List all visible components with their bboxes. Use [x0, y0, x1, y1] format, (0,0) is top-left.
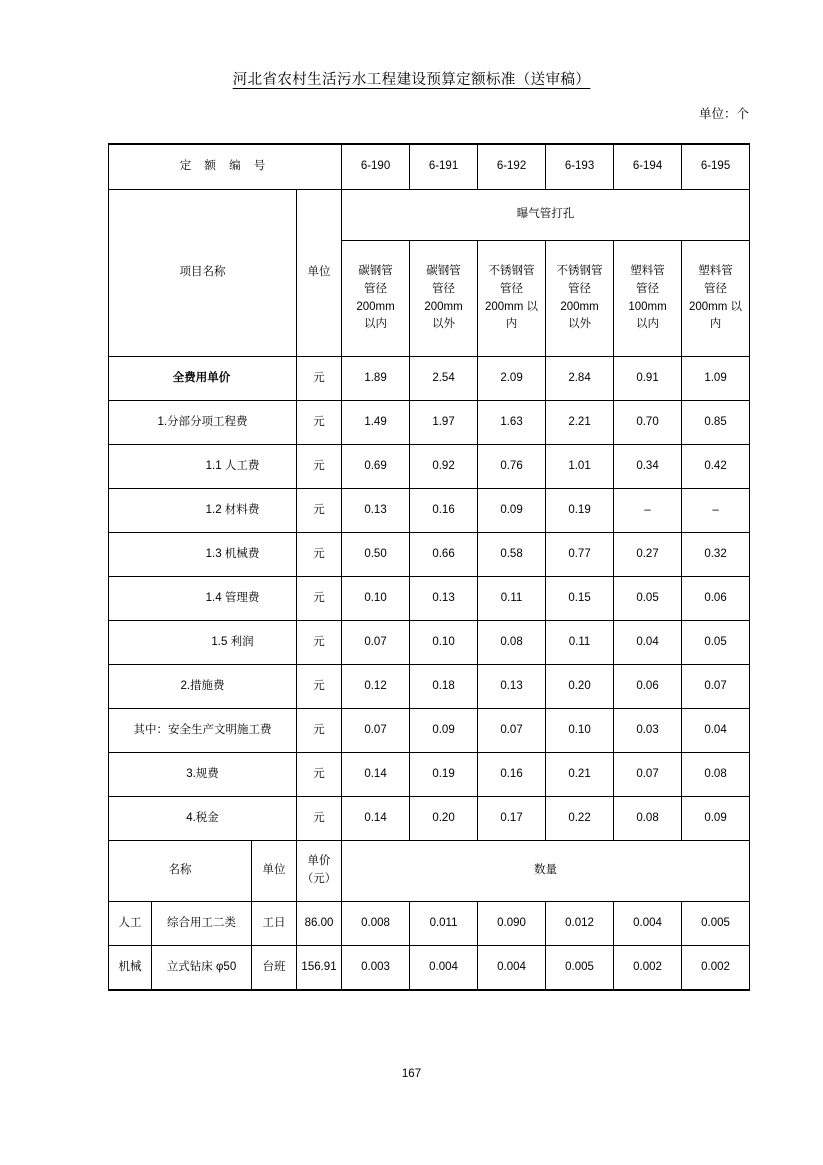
- row-value: 0.58: [478, 533, 546, 577]
- spec-header-cell: 不锈钢管 管径 200mm 以外: [546, 241, 614, 357]
- row-value: 0.27: [614, 533, 682, 577]
- resource-quantity-header: 数量: [342, 841, 750, 902]
- resource-quantity: 0.002: [682, 946, 750, 991]
- row-value: 0.12: [342, 665, 410, 709]
- resource-price-header: [297, 841, 342, 902]
- row-unit: 元: [297, 709, 342, 753]
- row-value: 0.07: [682, 665, 750, 709]
- row-value: 0.14: [342, 753, 410, 797]
- row-value: 0.19: [546, 489, 614, 533]
- resource-unit: 工日: [252, 902, 297, 946]
- resource-quantity: 0.004: [410, 946, 478, 991]
- row-value: 0.16: [478, 753, 546, 797]
- spec-header-cell: 碳钢管 管径 200mm 以外: [410, 241, 478, 357]
- row-unit: 元: [297, 445, 342, 489]
- row-value: 0.11: [478, 577, 546, 621]
- row-unit: 元: [297, 489, 342, 533]
- resource-quantity: 0.005: [682, 902, 750, 946]
- row-value: 1.97: [410, 401, 478, 445]
- row-value: 0.76: [478, 445, 546, 489]
- page-number: 167: [401, 1068, 422, 1080]
- row-unit: 元: [297, 577, 342, 621]
- row-value: 0.10: [410, 621, 478, 665]
- quota-code-cell: 6-190: [342, 144, 410, 190]
- row-value: 0.69: [342, 445, 410, 489]
- row-value: 0.14: [342, 797, 410, 841]
- row-value: 0.91: [614, 357, 682, 401]
- row-unit: 元: [297, 533, 342, 577]
- page-title-text: 河北省农村生活污水工程建设预算定额标准（送审稿）: [232, 72, 591, 88]
- resource-category: 人工: [109, 902, 152, 946]
- row-value: 0.66: [410, 533, 478, 577]
- resource-price: 86.00: [297, 902, 342, 946]
- row-value: 1.89: [342, 357, 410, 401]
- row-value: 2.21: [546, 401, 614, 445]
- row-value: 0.07: [614, 753, 682, 797]
- row-value: 0.20: [546, 665, 614, 709]
- resource-quantity: 0.004: [478, 946, 546, 991]
- table-row: [109, 533, 750, 577]
- page-title: [0, 68, 823, 89]
- row-value: 2.09: [478, 357, 546, 401]
- resource-price: 156.91: [297, 946, 342, 991]
- row-value: 0.09: [682, 797, 750, 841]
- resource-quantity: 0.008: [342, 902, 410, 946]
- resource-quantity: 0.011: [410, 902, 478, 946]
- resource-name: 综合用工二类: [152, 902, 252, 946]
- row-unit: 元: [297, 621, 342, 665]
- resource-price-header-line2: （元）: [301, 873, 337, 885]
- row-value: 0.50: [342, 533, 410, 577]
- resource-quantity: 0.012: [546, 902, 614, 946]
- resource-quantity: 0.002: [614, 946, 682, 991]
- quota-code-cell: 6-194: [614, 144, 682, 190]
- row-unit: 元: [297, 401, 342, 445]
- row-value: 0.13: [410, 577, 478, 621]
- row-value: 0.21: [546, 753, 614, 797]
- resource-name-header: 名称: [109, 841, 252, 902]
- row-value: 1.49: [342, 401, 410, 445]
- row-value: 0.06: [682, 577, 750, 621]
- row-value: 0.15: [546, 577, 614, 621]
- resource-row: [109, 946, 750, 991]
- row-value: 0.05: [614, 577, 682, 621]
- row-value: 0.03: [614, 709, 682, 753]
- spec-header-cell: 塑料管 管径 200mm 以内: [682, 241, 750, 357]
- quota-table-wrapper: [108, 143, 749, 991]
- row-value: 1.09: [682, 357, 750, 401]
- row-value: 1.01: [546, 445, 614, 489]
- table-row: [109, 401, 750, 445]
- quota-code-header: 定 额 编 号: [109, 144, 342, 190]
- row-value: 0.04: [614, 621, 682, 665]
- row-label: 全费用单价: [109, 357, 297, 401]
- row-value: 0.06: [614, 665, 682, 709]
- table-row: [109, 577, 750, 621]
- row-value: 0.04: [682, 709, 750, 753]
- row-label: 1.3 机械费: [109, 533, 297, 577]
- row-value: 0.08: [682, 753, 750, 797]
- table-row: [109, 753, 750, 797]
- table-row: [109, 445, 750, 489]
- spec-header-cell: 碳钢管 管径 200mm 以内: [342, 241, 410, 357]
- row-value: 0.09: [410, 709, 478, 753]
- resource-quantity: 0.003: [342, 946, 410, 991]
- resource-unit: 台班: [252, 946, 297, 991]
- spec-header-cell: 不锈钢管 管径 200mm 以内: [478, 241, 546, 357]
- table-row: [109, 621, 750, 665]
- row-value: 0.07: [342, 709, 410, 753]
- spec-header-cell: 塑料管 管径 100mm 以内: [614, 241, 682, 357]
- group-header: 曝气管打孔: [342, 190, 750, 241]
- row-value: 0.17: [478, 797, 546, 841]
- resource-unit-header: 单位: [252, 841, 297, 902]
- quota-code-cell: 6-192: [478, 144, 546, 190]
- row-value: 0.07: [478, 709, 546, 753]
- row-value: 0.16: [410, 489, 478, 533]
- table-row: [109, 357, 750, 401]
- row-label: 1.5 利润: [109, 621, 297, 665]
- quota-code-cell: 6-193: [546, 144, 614, 190]
- row-label: 3.规费: [109, 753, 297, 797]
- row-value: 0.19: [410, 753, 478, 797]
- quota-code-cell: 6-195: [682, 144, 750, 190]
- row-value: 0.70: [614, 401, 682, 445]
- row-value: 0.10: [342, 577, 410, 621]
- row-value: 0.42: [682, 445, 750, 489]
- quota-table: [108, 143, 750, 991]
- row-unit: 元: [297, 753, 342, 797]
- row-value: 0.18: [410, 665, 478, 709]
- resource-quantity: 0.005: [546, 946, 614, 991]
- table-row: [109, 797, 750, 841]
- resource-price-header-line1: 单价: [307, 855, 331, 868]
- row-value: 0.92: [410, 445, 478, 489]
- row-label: 其中：安全生产文明施工费: [109, 709, 297, 753]
- row-value: 0.07: [342, 621, 410, 665]
- resource-quantity: 0.004: [614, 902, 682, 946]
- cost-rows-body: [109, 357, 750, 841]
- row-value: 0.22: [546, 797, 614, 841]
- table-row: [109, 709, 750, 753]
- row-value: 0.13: [478, 665, 546, 709]
- row-label: 1.分部分项工程费: [109, 401, 297, 445]
- row-value: 1.63: [478, 401, 546, 445]
- item-name-header: 项目名称: [109, 190, 297, 357]
- unit-header: 单位: [297, 190, 342, 357]
- table-row-group-header: [109, 190, 750, 241]
- resource-quantity: 0.090: [478, 902, 546, 946]
- resource-row: [109, 902, 750, 946]
- row-value: 2.54: [410, 357, 478, 401]
- row-value: 0.11: [546, 621, 614, 665]
- row-label: 1.2 材料费: [109, 489, 297, 533]
- row-value: 0.08: [614, 797, 682, 841]
- row-value: 2.84: [546, 357, 614, 401]
- row-value: –: [614, 489, 682, 533]
- unit-note: 单位：个: [698, 107, 749, 121]
- row-value: 0.34: [614, 445, 682, 489]
- table-row: [109, 665, 750, 709]
- row-label: 1.1 人工费: [109, 445, 297, 489]
- resource-rows-body: [109, 902, 750, 991]
- row-unit: 元: [297, 797, 342, 841]
- row-unit: 元: [297, 665, 342, 709]
- row-value: 0.08: [478, 621, 546, 665]
- table-row-resource-header: [109, 841, 750, 902]
- row-value: 0.10: [546, 709, 614, 753]
- row-value: 0.20: [410, 797, 478, 841]
- row-label: 4.税金: [109, 797, 297, 841]
- row-label: 1.4 管理费: [109, 577, 297, 621]
- row-value: 0.13: [342, 489, 410, 533]
- row-value: 0.09: [478, 489, 546, 533]
- resource-name: 立式钻床 φ50: [152, 946, 252, 991]
- quota-code-cell: 6-191: [410, 144, 478, 190]
- table-row-quota-codes: [109, 144, 750, 190]
- table-row: [109, 489, 750, 533]
- row-value: 0.85: [682, 401, 750, 445]
- row-label: 2.措施费: [109, 665, 297, 709]
- row-value: –: [682, 489, 750, 533]
- row-value: 0.05: [682, 621, 750, 665]
- row-value: 0.32: [682, 533, 750, 577]
- row-unit: 元: [297, 357, 342, 401]
- resource-category: 机械: [109, 946, 152, 991]
- row-value: 0.77: [546, 533, 614, 577]
